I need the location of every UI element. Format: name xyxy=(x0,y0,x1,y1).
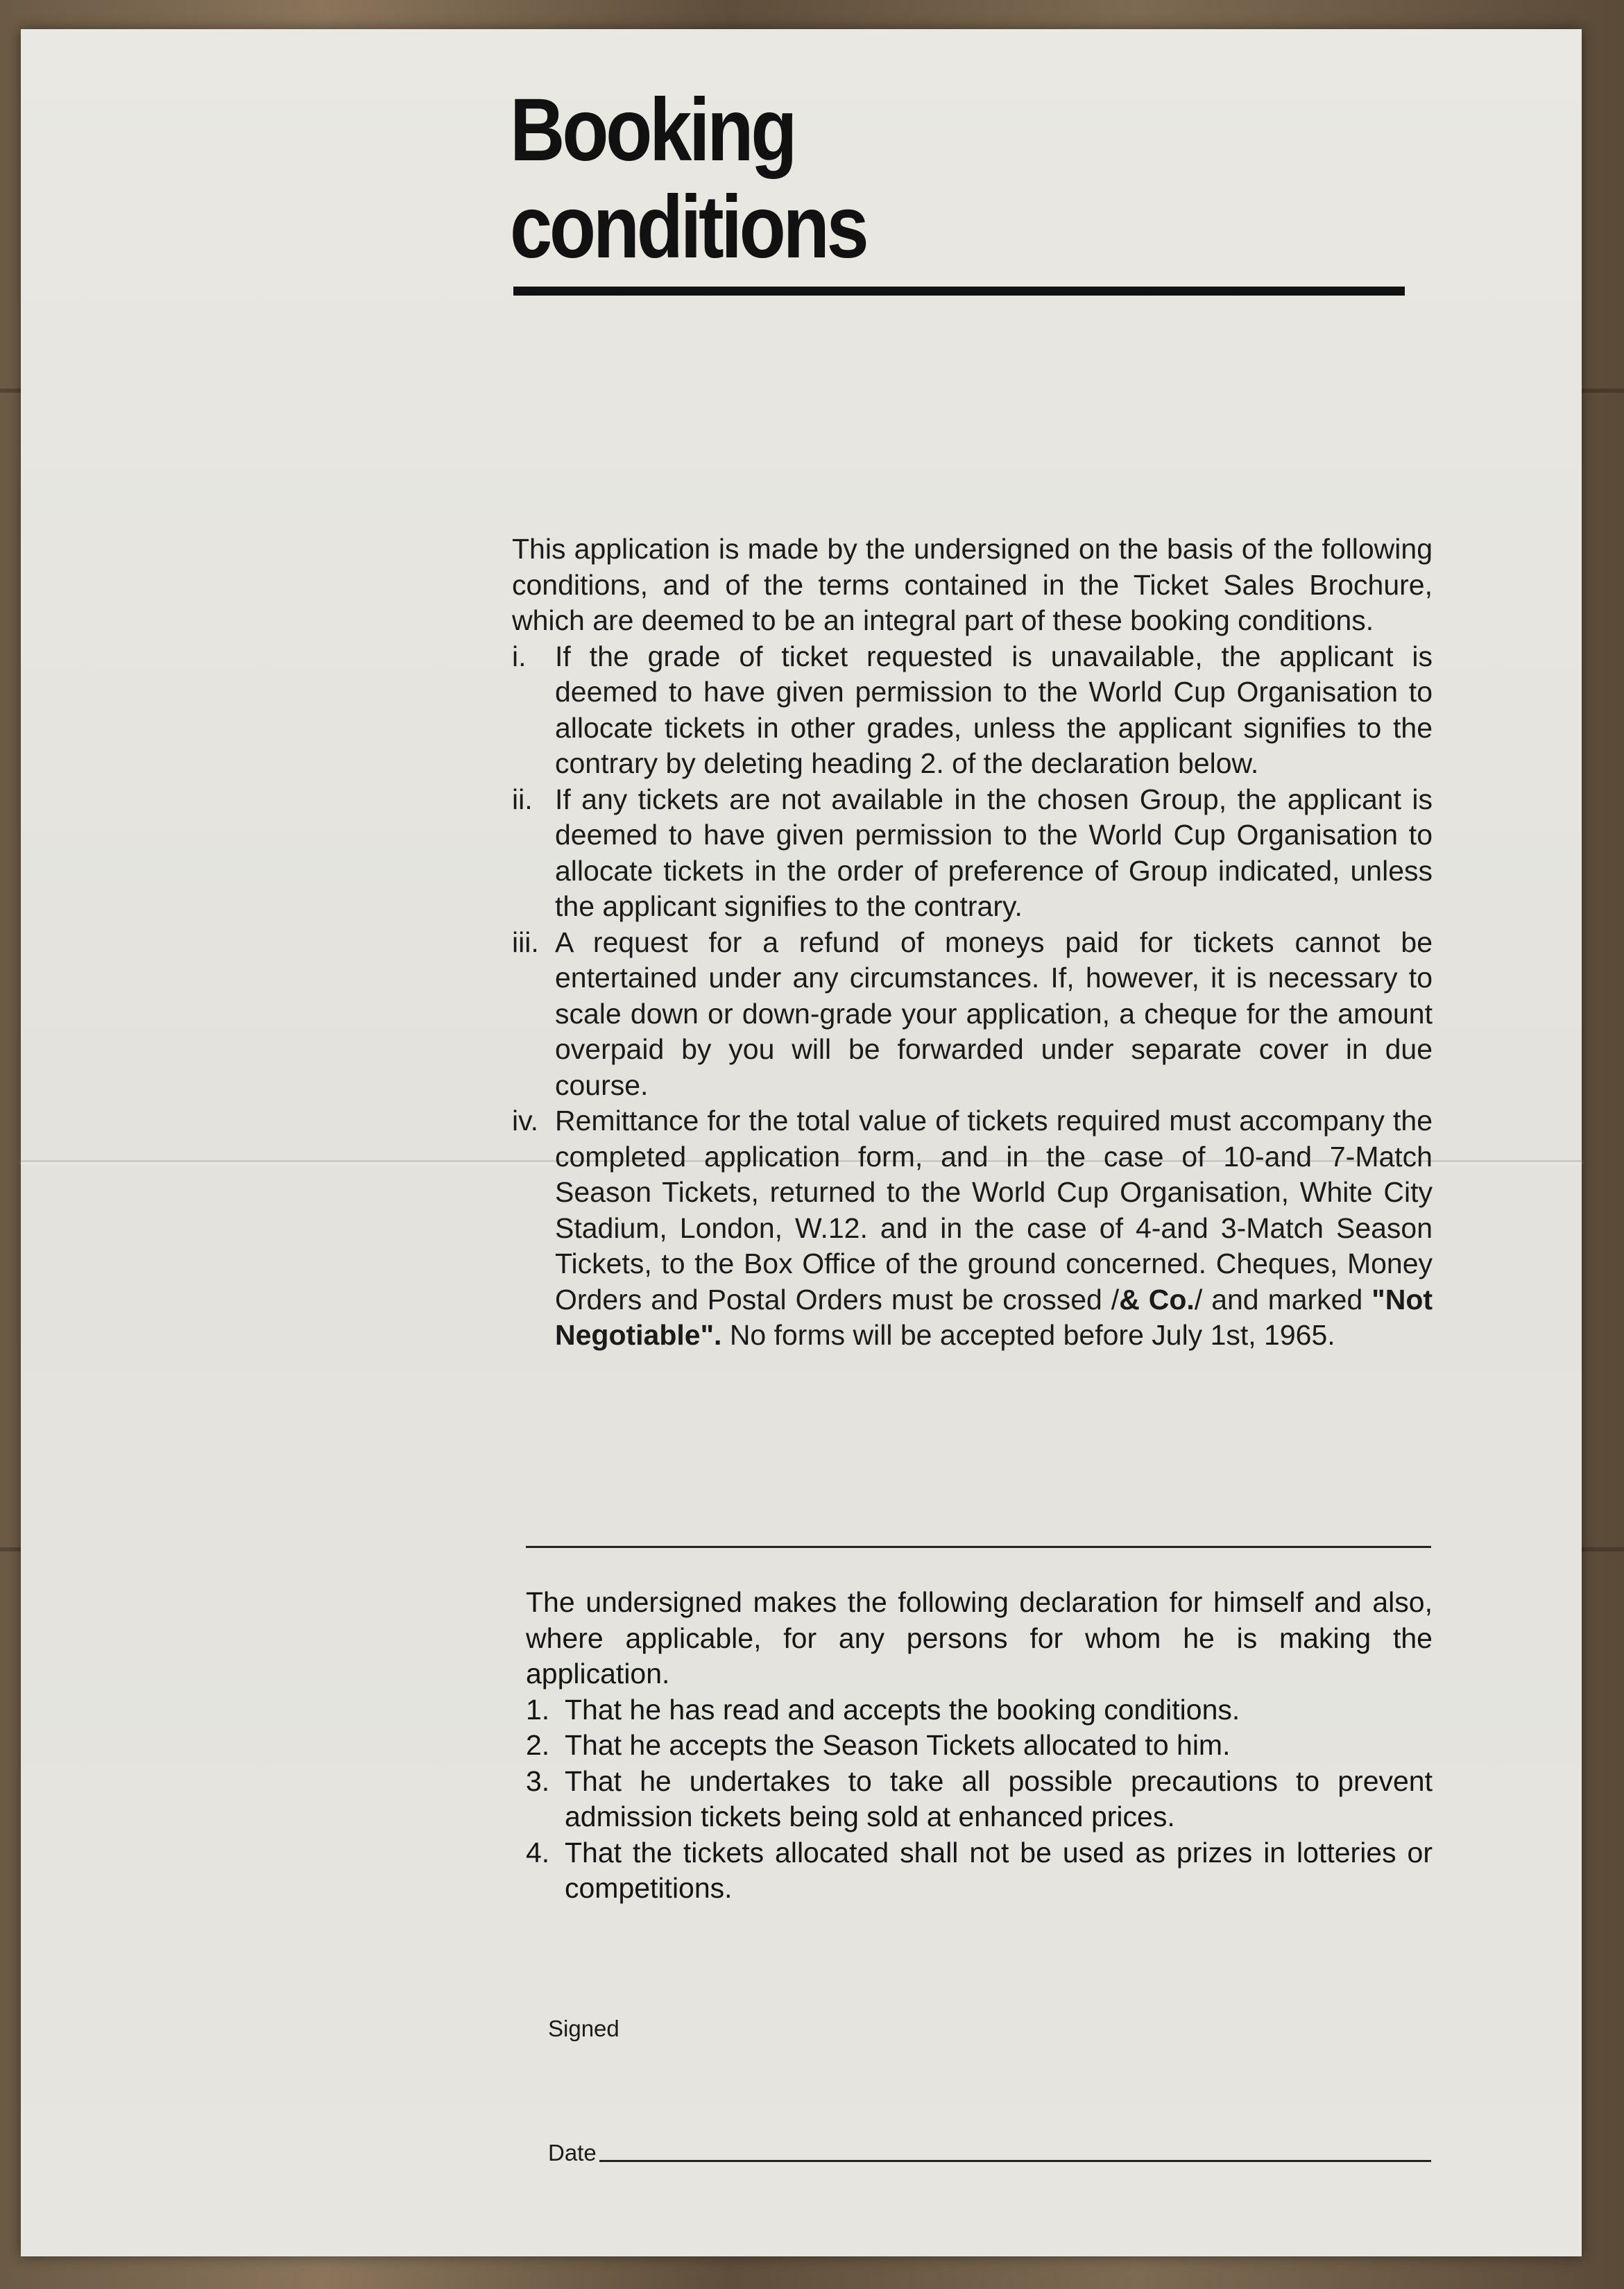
conditions-section xyxy=(512,531,1433,1354)
condition-text: If any tickets are not available in the chosen Group, the applicant is deemed to have given permission to the World Cup Organisation to allocate tickets in the order of preference of Group indicated, unless the applicant signifies to the contrary. xyxy=(555,783,1433,922)
declaration-section xyxy=(526,1585,1433,1907)
condition-number: iii. xyxy=(512,926,539,958)
declaration-item xyxy=(526,1835,1433,1907)
declaration-number: 2. xyxy=(526,1729,550,1761)
condition-text xyxy=(555,1103,1433,1354)
declaration-intro: The undersigned makes the following declaration for himself and also, where applicable, for any persons for whom he is making the application. xyxy=(526,1586,1433,1690)
declaration-text: That he accepts the Season Tickets allocated to him. xyxy=(565,1729,1231,1761)
date-line[interactable] xyxy=(599,2160,1431,2162)
title-line-2: conditions xyxy=(510,178,866,277)
condition-text-part: Remittance for the total value of tickets required must accompany the completed application form, and in the case of 10-and 7-Match Season Tickets, returned to the World Cup Organisation, White City Stadium, London, W.12. and in the case of 4-and 3-Match Season Tickets, to the Box Office of the ground concerned. Cheques, Money Orders and Postal Orders must be crossed / xyxy=(555,1105,1433,1316)
title-rule xyxy=(513,287,1405,296)
declaration-text: That the tickets allocated shall not be used as prizes in lotteries or competitions. xyxy=(565,1836,1433,1904)
condition-text-part: No forms will be accepted before July 1st, 1965. xyxy=(721,1319,1335,1351)
declaration-number: 1. xyxy=(526,1693,550,1726)
signed-label: Signed xyxy=(548,2016,619,2041)
declaration-text: That he undertakes to take all possible precautions to prevent admission tickets being sold at enhanced prices. xyxy=(565,1764,1433,1832)
condition-number: i. xyxy=(512,640,527,672)
title-line-1: Booking xyxy=(510,80,795,180)
date-label: Date xyxy=(548,2140,597,2165)
declaration-item xyxy=(526,1764,1433,1835)
date-field[interactable] xyxy=(548,2140,1431,2166)
condition-number: ii. xyxy=(512,783,533,815)
page-title xyxy=(510,82,866,276)
declaration-number: 4. xyxy=(526,1836,550,1869)
condition-number: iv. xyxy=(512,1105,538,1137)
condition-item xyxy=(512,925,1433,1104)
condition-text: A request for a refund of moneys paid for tickets cannot be entertained under any circumstances. If, however, it is necessary to scale down or down-grade your application, a cheque for the amount overpaid by you will be forwarded under separate cover in due course. xyxy=(555,926,1433,1101)
condition-item xyxy=(512,1103,1433,1354)
declaration-item xyxy=(526,1728,1433,1764)
not-negotiable-bold-text: "Not Negotiable". xyxy=(555,1283,1433,1351)
condition-text-part: / and marked xyxy=(1194,1283,1372,1316)
co-bold-text: & Co. xyxy=(1119,1283,1195,1316)
condition-item xyxy=(512,639,1433,782)
condition-item xyxy=(512,782,1433,925)
declaration-item xyxy=(526,1692,1433,1728)
section-divider xyxy=(526,1546,1431,1548)
condition-text: If the grade of ticket requested is unavailable, the applicant is deemed to have given permission to the World Cup Organisation to allocate tickets in other grades, unless the applicant signifies to the contrary by deleting heading 2. of the declaration below. xyxy=(555,640,1433,779)
intro-paragraph: This application is made by the undersigned on the basis of the following conditions, and of the terms contained in the Ticket Sales Brochure, which are deemed to be an integral part of these booking conditions. xyxy=(512,533,1433,636)
declaration-number: 3. xyxy=(526,1764,550,1797)
declaration-text: That he has read and accepts the booking conditions. xyxy=(565,1693,1240,1726)
